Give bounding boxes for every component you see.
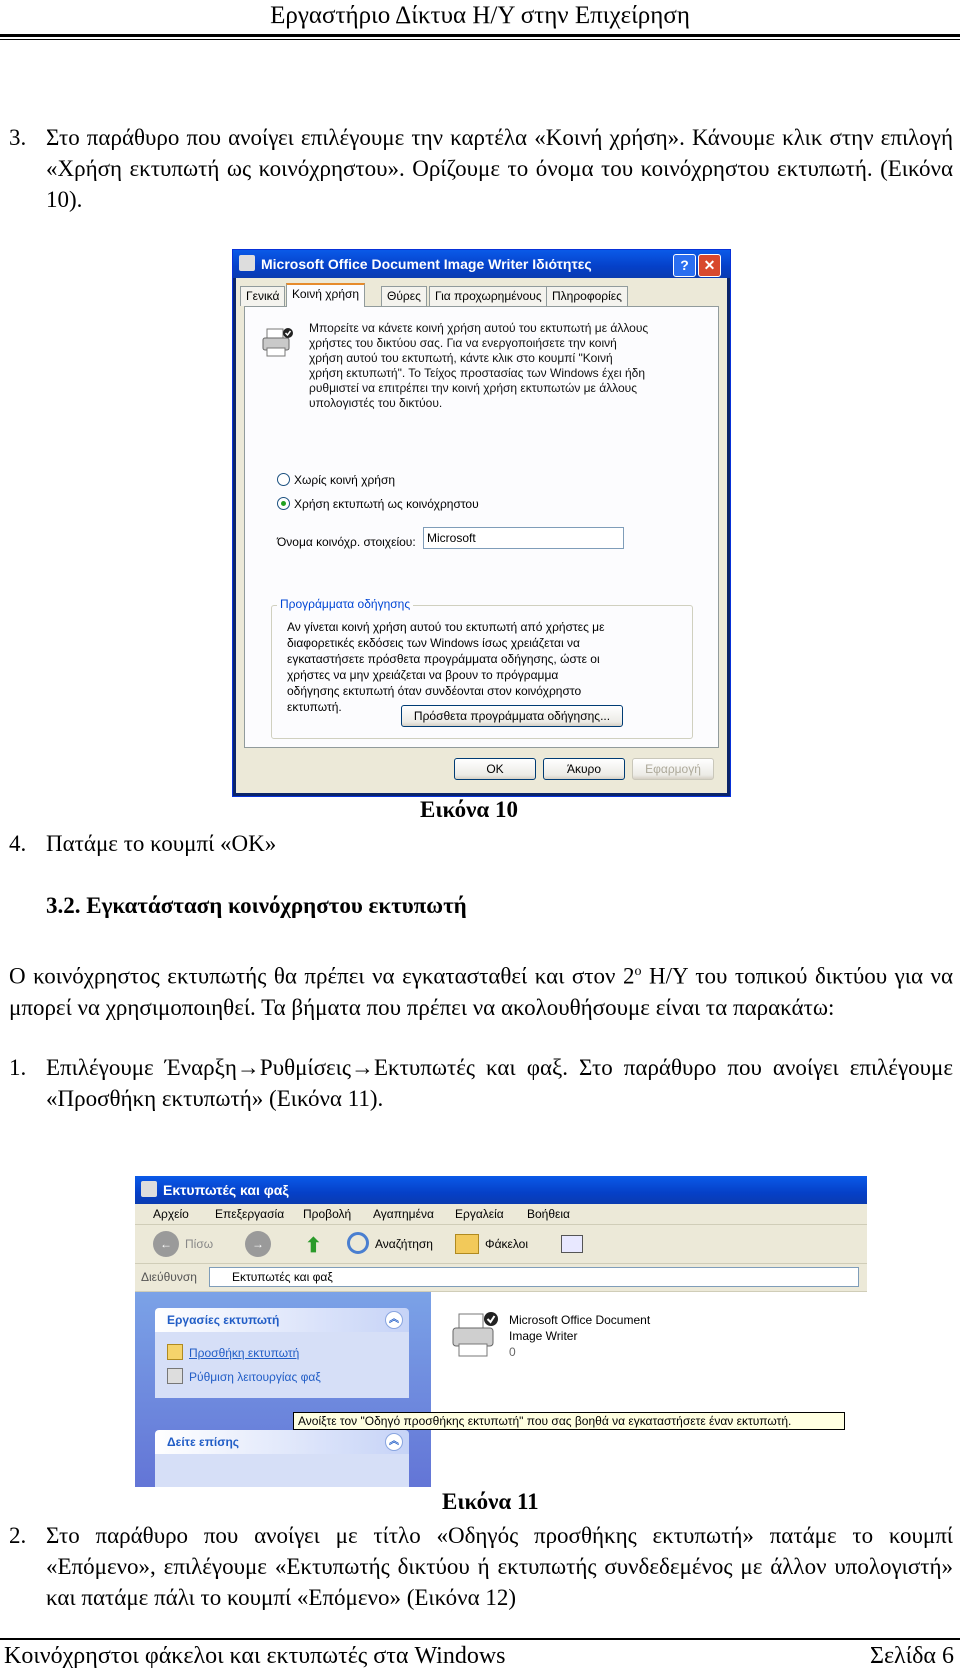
menu-help[interactable]: Βοήθεια [527,1207,570,1221]
address-input[interactable] [209,1267,859,1287]
explorer-titlebar[interactable] [135,1176,867,1204]
menu-view[interactable]: Προβολή [303,1207,352,1221]
arrow-icon: → [350,1055,374,1080]
see-also-body [155,1454,409,1487]
step-text: Πατάμε το κουμπί «ΟΚ» [46,831,277,856]
radio-share-printer[interactable] [277,497,479,511]
explorer-title: Εκτυπωτές και φαξ [163,1182,289,1198]
dialog-title: Microsoft Office Document Image Writer Ιδιότητες [261,256,592,272]
header-rule-thin [0,39,960,40]
drivers-text: Αν γίνεται κοινή χρήση αυτού του εκτυπωτή από χρήστες με διαφορετικές εκδόσεις των Windows ίσως χρειάζεται να εγκαταστήσετε πρόσθετα προγράμματα οδήγησης, ώστε οι χρήστες να μην χρειάζεται να βρουν το πρόγραμμα οδήγησης εκτυπωτή όταν συνδέονται στον κοινόχρηστο εκτυπωτή. [287,620,605,714]
additional-drivers-button[interactable]: Πρόσθετα προγράμματα οδήγησης... [401,705,623,727]
apply-button[interactable]: Εφαρμογή [632,758,714,780]
drivers-group-title: Προγράμματα οδήγησης [277,597,413,611]
step-text: Στο παράθυρο που ανοίγει επιλέγουμε την καρτέλα «Κοινή χρήση». Κάνουμε κλικ στην επιλογή «Χρήση εκτυπωτή ως κοινόχρηστου». Ορίζουμε το όνομα του κοινόχρηστου εκτυπωτή. (Εικόνα 10). [46,125,953,212]
task-label: Προσθήκη εκτυπωτή [189,1346,300,1360]
ok-button[interactable]: OK [454,758,536,780]
radio-label: Χρήση εκτυπωτή ως κοινόχρηστου [294,497,479,511]
cancel-button[interactable]: Άκυρο [543,758,625,780]
toolbar [135,1225,867,1264]
page-number: Σελίδα 6 [869,1643,954,1669]
close-button[interactable]: ✕ [698,254,721,277]
step-4 [9,828,953,859]
address-label: Διεύθυνση [141,1270,197,1284]
intro-paragraph [9,956,953,1023]
task-add-printer[interactable] [167,1344,299,1360]
back-arrow-icon[interactable]: ← [153,1231,179,1257]
step-number: 3. [9,125,27,150]
tab-sharing[interactable]: Κοινή χρήση [286,283,365,307]
add-printer-tooltip: Ανοίξτε τον "Οδηγό προσθήκης εκτυπωτή" που σας βοηθά να εγκαταστήσετε έναν εκτυπωτή. [293,1412,845,1430]
panel-title: Εργασίες εκτυπωτή [167,1313,280,1327]
task-label: Ρύθμιση λειτουργίας φαξ [189,1370,321,1384]
task-setup-fax[interactable] [167,1368,321,1384]
printer-name-line2: Image Writer [509,1329,578,1343]
header-rule [0,34,960,37]
printer-tasks-body [155,1332,409,1398]
add-printer-icon [167,1344,183,1360]
printer-doc-count: 0 [509,1345,516,1359]
help-button[interactable]: ? [673,254,696,277]
step-number: 2. [9,1523,27,1548]
menu-printers: Εκτυπωτές και φαξ [373,1055,563,1080]
printer-item-label[interactable] [509,1312,650,1360]
sharing-pane [244,306,719,748]
menu-settings: Ρυθμίσεις [259,1055,351,1080]
printer-icon [239,255,255,271]
task-pane [135,1292,431,1487]
dialog-titlebar[interactable] [233,250,730,278]
tab-general[interactable]: Γενικά [240,286,285,306]
step-3 [9,122,953,215]
menu-bar [135,1204,867,1225]
address-value: Εκτυπωτές και φαξ [232,1270,333,1284]
ordinal-superscript: ο [634,964,642,979]
panel-title: Δείτε επίσης [167,1435,240,1449]
radio-circle-selected[interactable] [277,497,290,510]
up-folder-icon[interactable]: ⬆ [305,1235,322,1257]
collapse-icon[interactable]: ︽ [385,1311,403,1329]
share-name-input[interactable]: Microsoft [423,527,624,549]
printers-fax-window [135,1176,867,1487]
see-also-header[interactable] [155,1430,409,1454]
radio-no-share[interactable] [277,473,395,487]
page-header: Εργαστήριο Δίκτυα Η/Υ στην Επιχείρηση [270,2,690,29]
step-number: 1. [9,1055,27,1080]
menu-tools[interactable]: Εργαλεία [455,1207,504,1221]
radio-label: Χωρίς κοινή χρήση [294,473,396,487]
section-heading: 3.2. Εγκατάσταση κοινόχρηστου εκτυπωτή [46,893,467,918]
sharing-intro-text: Μπορείτε να κάνετε κοινή χρήση αυτού του εκτυπωτή με άλλους χρήστες του δικτύου σας. Για να ενεργοποιήσετε την κοινή χρήση αυτού του εκτυπωτή, κάντε κλικ στο κουμπί "Κοινή χρήση εκτυπωτή". Το Τείχος προστασίας των Windows έχει ήδη ρυθμιστεί να επιτρέπει την κοινή χρήση εκτυπωτών με άλλους υπολογιστές του δικτύου. [309,321,649,410]
search-label[interactable]: Αναζήτηση [375,1237,433,1251]
share-name-label: Όνομα κοινόχρ. στοιχείου: [277,535,416,549]
figure-caption-10: Εικόνα 10 [420,797,518,822]
figure-caption-11: Εικόνα 11 [442,1489,539,1514]
fax-icon [167,1368,183,1384]
step-number: 4. [9,831,27,856]
footer-rule [0,1638,960,1640]
folders-icon[interactable] [455,1234,479,1254]
radio-circle[interactable] [277,473,290,486]
tab-ports[interactable]: Θύρες [381,286,427,306]
collapse-icon[interactable]: ︽ [385,1433,403,1451]
step-text [46,1052,953,1114]
step-1 [9,1052,953,1114]
menu-start: Επιλέγουμε Έναρξη [46,1055,237,1080]
folders-label[interactable]: Φάκελοι [485,1237,529,1251]
paragraph-text-cont: Η/Υ του τοπικού δικτύου για να μπορεί να χρησιμοποιηθεί. Τα βήματα που πρέπει να ακολουθήσουμε είναι τα παρακάτω: [9,963,953,1020]
menu-edit[interactable]: Επεξεργασία [215,1207,285,1221]
printer-icon [141,1181,157,1197]
printer-name-line1: Microsoft Office Document [509,1313,651,1327]
dialog-body [236,278,727,793]
paragraph-text: Ο κοινόχρηστος εκτυπωτής θα πρέπει να εγκατασταθεί και στον 2 [9,963,635,989]
back-label[interactable]: Πίσω [185,1237,214,1251]
tab-advanced[interactable]: Για προχωρημένους [429,286,548,306]
printers-list [431,1292,867,1487]
printer-item-icon[interactable] [449,1310,501,1362]
step-text: Στο παράθυρο που ανοίγει με τίτλο «Οδηγός προσθήκης εκτυπωτή» πατάμε το κουμπί «Επόμενο», επιλέγουμε «Εκτυπωτής δικτύου ή εκτυπωτής συνδεδεμένος με άλλον υπολογιστή» και πατάμε πάλι το κουμπί «Επόμενο» (Εικόνα 12) [46,1523,953,1610]
shared-printer-icon [261,327,295,359]
tab-info[interactable]: Πληροφορίες [546,286,628,306]
menu-favorites[interactable]: Αγαπημένα [373,1207,434,1221]
printer-tasks-header[interactable] [155,1308,409,1332]
views-icon[interactable] [561,1235,583,1253]
step-text-rest: . Στο παράθυρο που ανοίγει επιλέγουμε «Προσθήκη εκτυπωτή» (Εικόνα 11). [46,1055,954,1111]
forward-arrow-icon[interactable]: → [245,1231,271,1257]
menu-file[interactable]: Αρχείο [153,1207,189,1221]
address-bar [135,1264,867,1292]
arrow-icon: → [236,1055,260,1080]
footer-title: Κοινόχρηστοι φάκελοι και εκτυπωτές στα Windows [4,1643,506,1669]
search-icon[interactable] [347,1232,369,1254]
printer-properties-dialog [232,249,731,797]
step-2 [9,1520,953,1613]
